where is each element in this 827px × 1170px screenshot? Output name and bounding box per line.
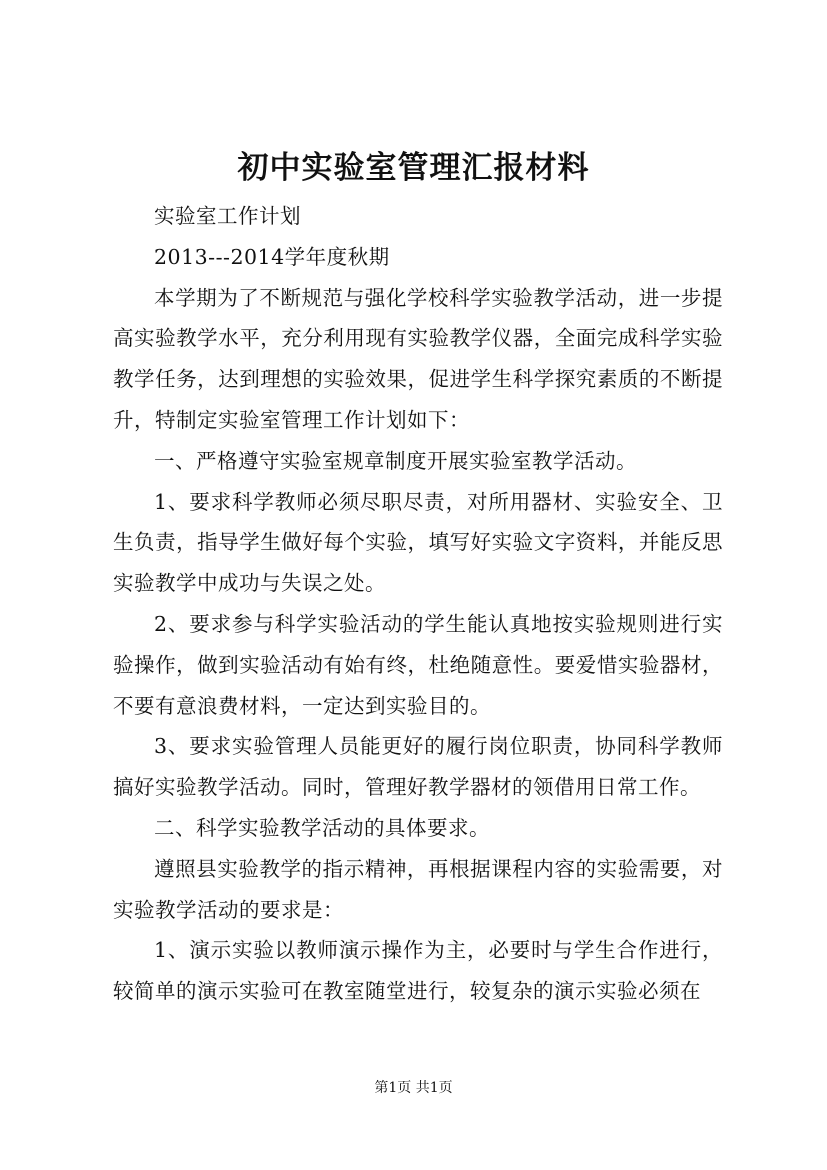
paragraph-section-two: 二、科学实验教学活动的具体要求。 xyxy=(154,815,490,840)
paragraph-term: 2013---2014学年度秋期 xyxy=(154,244,390,269)
paragraph-item-1: 1、要求科学教师必须尽职尽责，对所用器材、实验安全、卫生负责，指导学生做好每个实验，填写好实验文字资料，并能反思实验教学中成功与失误之处。 xyxy=(113,489,723,596)
document-title: 初中实验室管理汇报材料 xyxy=(237,150,590,186)
paragraph-section-one: 一、严格遵守实验室规章制度开展实验室教学活动。 xyxy=(154,448,637,473)
paragraph-item-3: 3、要求实验管理人员能更好的履行岗位职责，协同科学教师搞好实验教学活动。同时，管理好教学器材的领借用日常工作。 xyxy=(113,734,723,800)
paragraph-requirement-1: 1、演示实验以教师演示操作为主，必要时与学生合作进行，较简单的演示实验可在教室随堂进行，较复杂的演示实验必须在 xyxy=(113,938,723,1004)
paragraph-requirements-intro: 遵照县实验教学的指示精神，再根据课程内容的实验需要，对实验教学活动的要求是： xyxy=(113,856,723,922)
page-footer: 第1页 共1页 xyxy=(374,1080,453,1096)
paragraph-plan-heading: 实验室工作计划 xyxy=(154,204,301,228)
document-body xyxy=(113,196,723,1012)
paragraph-item-2: 2、要求参与科学实验活动的学生能认真地按实验规则进行实验操作，做到实验活动有始有终，杜绝随意性。要爱惜实验器材，不要有意浪费材料，一定达到实验目的。 xyxy=(113,611,723,718)
paragraph-intro: 本学期为了不断规范与强化学校科学实验教学活动，进一步提高实验教学水平，充分利用现有实验教学仪器，全面完成科学实验教学任务，达到理想的实验效果，促进学生科学探究素质的不断提升，特制定实验室管理工作计划如下： xyxy=(113,285,723,432)
